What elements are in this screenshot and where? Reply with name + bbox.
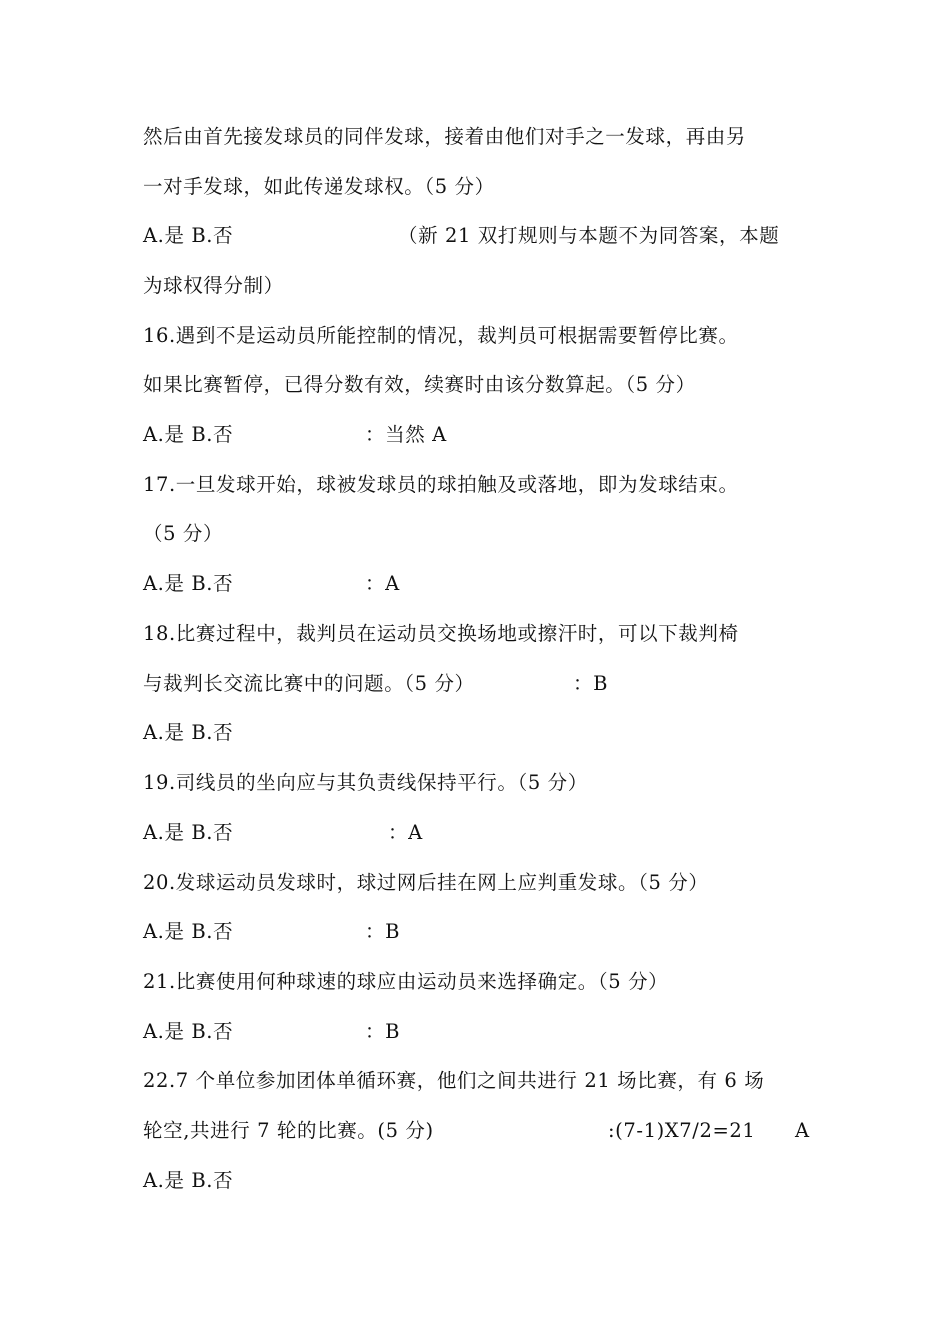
question-20-answer: ：B (365, 920, 401, 943)
question-21-options: A.是 B.否 (143, 1020, 234, 1043)
question-19-text: 19.司线员的坐向应与其负责线保持平行。（5 分） (143, 771, 588, 794)
question-15-note: （新 21 双打规则与本题不为同答案，本题 (398, 224, 780, 247)
question-17-text-line-2: （5 分） (143, 522, 224, 545)
question-15-text-line-1: 然后由首先接发球员的同伴发球，接着由他们对手之一发球，再由另 (143, 125, 747, 148)
question-22-answer-letter: A (795, 1119, 810, 1142)
question-15-text-line-2: 一对手发球，如此传递发球权。（5 分） (143, 175, 495, 198)
question-19-options: A.是 B.否 (143, 821, 234, 844)
question-18-answer: ：B (573, 672, 609, 695)
question-18-options: A.是 B.否 (143, 721, 234, 744)
question-22-text-line-1: 22.7 个单位参加团体单循环赛，他们之间共进行 21 场比赛，有 6 场 (143, 1069, 765, 1092)
question-21-answer: ：B (365, 1020, 401, 1043)
question-22-text-line-2: 轮空,共进行 7 轮的比赛。(5 分) (143, 1119, 434, 1142)
question-15-options: A.是 B.否 (143, 224, 234, 247)
question-22-options: A.是 B.否 (143, 1169, 234, 1192)
question-20-text: 20.发球运动员发球时，球过网后挂在网上应判重发球。（5 分） (143, 871, 709, 894)
question-15-note-continued: 为球权得分制） (143, 274, 284, 297)
question-19-answer: ：A (388, 821, 423, 844)
question-21-text: 21.比赛使用何种球速的球应由运动员来选择确定。（5 分） (143, 970, 669, 993)
question-22-answer-formula: :(7-1)X7/2=21 (608, 1119, 756, 1142)
question-16-answer: ：当然 A (365, 423, 447, 446)
question-18-text-line-1: 18.比赛过程中，裁判员在运动员交换场地或擦汗时，可以下裁判椅 (143, 622, 739, 645)
question-16-options: A.是 B.否 (143, 423, 234, 446)
question-16-text-line-2: 如果比赛暂停，已得分数有效，续赛时由该分数算起。（5 分） (143, 373, 696, 396)
question-16-text-line-1: 16.遇到不是运动员所能控制的情况，裁判员可根据需要暂停比赛。 (143, 324, 739, 347)
question-20-options: A.是 B.否 (143, 920, 234, 943)
question-17-text-line-1: 17.一旦发球开始，球被发球员的球拍触及或落地，即为发球结束。 (143, 473, 739, 496)
question-18-text-line-2: 与裁判长交流比赛中的问题。（5 分） (143, 672, 475, 695)
question-17-options: A.是 B.否 (143, 572, 234, 595)
question-17-answer: ：A (365, 572, 400, 595)
